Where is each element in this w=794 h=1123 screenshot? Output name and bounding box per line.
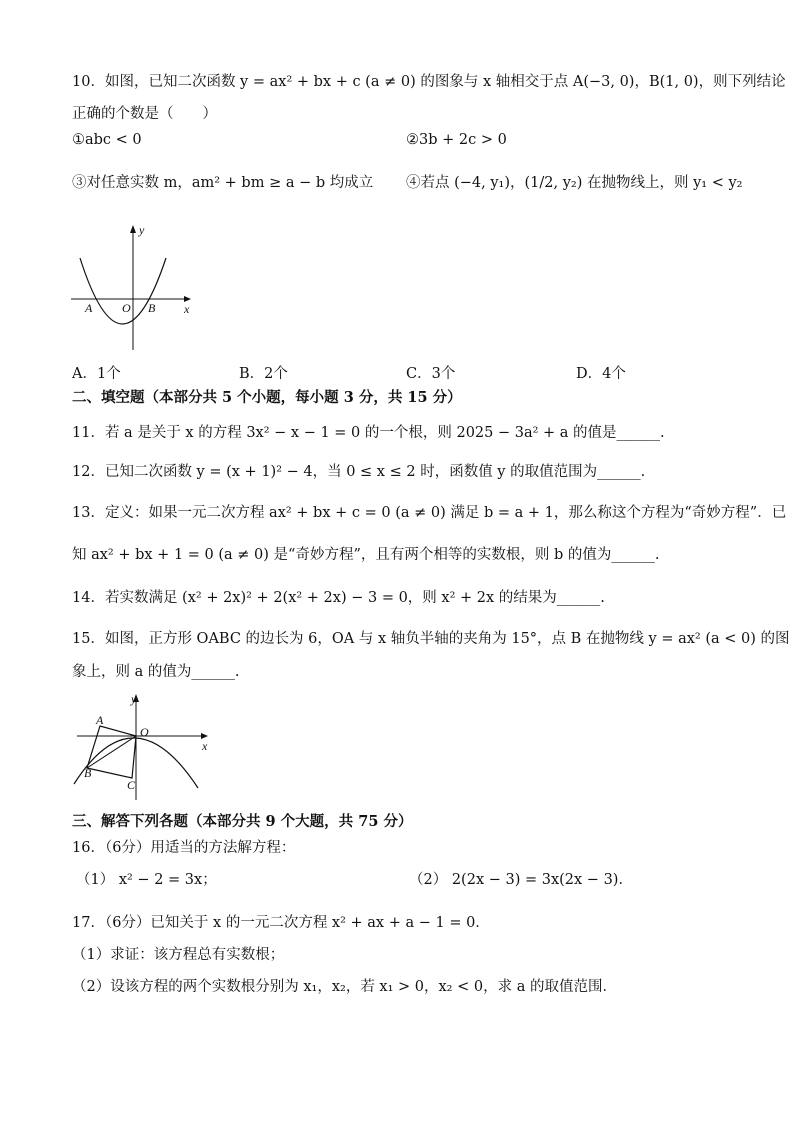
q17-part2: （2）设该方程的两个实数根分别为 x₁，x₂，若 x₁ > 0，x₂ < 0，求 a 的取值范围． [72, 979, 617, 995]
q10-statement-4: ④若点 (−4, y₁)，(1/2, y₂) 在抛物线上，则 y₁ < y₂ [406, 175, 743, 191]
point-c-label: C [127, 778, 136, 792]
x-axis-label: x [202, 739, 208, 753]
q10-stem-line1: 10．如图，已知二次函数 y = ax² + bx + c (a ≠ 0) 的图象与 x 轴相交于点 A(−3, 0)，B(1, 0)，则下列结论 [72, 74, 786, 90]
q16-stem: 16．（6分）用适当的方法解方程： [72, 840, 296, 856]
q17-stem: 17．（6分）已知关于 x 的一元二次方程 x² + ax + a − 1 = 0． [72, 915, 490, 931]
q10-stem-line2: 正确的个数是（ ） [72, 106, 217, 122]
q10-choice-a: A．1个 [72, 366, 121, 382]
q15-square-parabola-figure [72, 690, 222, 805]
q13-line2: 知 ax² + bx + 1 = 0 (a ≠ 0) 是“奇妙方程”，且有两个相等的实数根，则 b 的值为______. [72, 547, 660, 563]
q10-statement-2: ②3b + 2c > 0 [406, 132, 507, 148]
q11-text: 11．若 a 是关于 x 的方程 3x² − x − 1 = 0 的一个根，则 2025 − 3a² + a 的值是______. [72, 425, 665, 441]
origin-label: O [122, 301, 131, 315]
q10-choice-d: D．4个 [576, 366, 626, 382]
q15-line2: 象上，则 a 的值为______. [72, 664, 240, 680]
q15-line1: 15．如图，正方形 OABC 的边长为 6，OA 与 x 轴负半轴的夹角为 15°，点 B 在抛物线 y = ax² (a < 0) 的图 [72, 631, 790, 647]
q14-text: 14．若实数满足 (x² + 2x)² + 2(x² + 2x) − 3 = 0，则 x² + 2x 的结果为______. [72, 590, 605, 606]
q10-choice-b: B．2个 [239, 366, 288, 382]
q10-statement-3: ③对任意实数 m，am² + bm ≥ a − b 均成立 [72, 175, 374, 191]
section-3-heading: 三、解答下列各题（本部分共 9 个大题，共 75 分） [72, 813, 413, 830]
q10-statement-1: ①abc < 0 [72, 132, 142, 148]
q12-text: 12．已知二次函数 y = (x + 1)² − 4，当 0 ≤ x ≤ 2 时，函数值 y 的取值范围为______. [72, 464, 646, 480]
diagonal-ob [87, 736, 136, 768]
y-axis-label: y [139, 223, 145, 237]
y-axis-label: y [131, 692, 137, 706]
q17-part1: （1）求证：该方程总有实数根； [72, 947, 285, 963]
q10-choice-c: C．3个 [406, 366, 456, 382]
section-2-heading: 二、填空题（本部分共 5 个小题，每小题 3 分，共 15 分） [72, 389, 462, 406]
q16-part1: （1） x² − 2 = 3x； [76, 872, 217, 888]
point-a-label: A [96, 713, 104, 727]
point-a-label: A [85, 301, 93, 315]
q10-parabola-figure [68, 220, 198, 355]
point-b-label: B [148, 301, 156, 315]
q13-line1: 13．定义：如果一元二次方程 ax² + bx + c = 0 (a ≠ 0) 满足 b = a + 1，那么称这个方程为“奇妙方程”．已 [72, 505, 787, 521]
y-axis-arrow [130, 225, 136, 233]
x-axis-label: x [184, 302, 190, 316]
origin-label: O [140, 725, 149, 739]
point-b-label: B [84, 766, 92, 780]
q16-part2: （2） 2(2x − 3) = 3x(2x − 3)． [409, 872, 633, 888]
